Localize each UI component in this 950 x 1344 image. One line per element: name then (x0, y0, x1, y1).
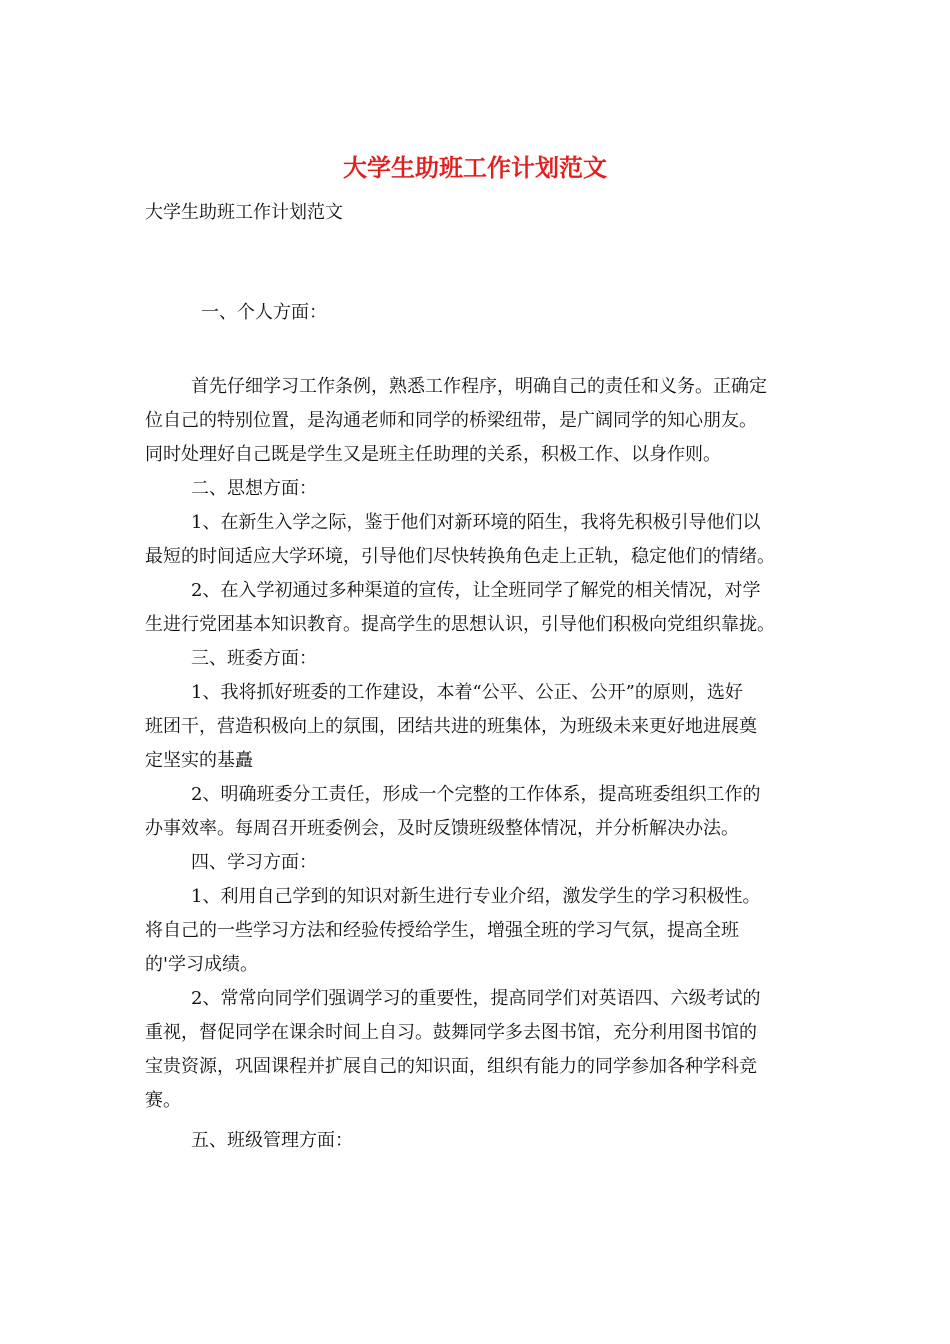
paragraph-line: 的'学习成绩。 (145, 954, 258, 975)
document-title: 大学生助班工作计划范文 (343, 153, 607, 182)
paragraph-line: 同时处理好自己既是学生又是班主任助理的关系，积极工作、以身作则。 (145, 444, 721, 465)
section-heading-committee: 三、班委方面： (191, 648, 317, 669)
paragraph-line: 将自己的一些学习方法和经验传授给学生，增强全班的学习气氛，提高全班 (145, 920, 739, 941)
section-heading-study: 四、学习方面： (191, 852, 317, 873)
paragraph-line: 重视，督促同学在课余时间上自习。鼓舞同学多去图书馆，充分利用图书馆的 (145, 1022, 757, 1043)
paragraph-line: 宝贵资源，巩固课程并扩展自己的知识面，组织有能力的同学参加各种学科竞 (145, 1056, 757, 1077)
paragraph-line: 赛。 (145, 1090, 181, 1111)
paragraph-line: 首先仔细学习工作条例，熟悉工作程序，明确自己的责任和义务。正确定 (191, 376, 767, 397)
paragraph-line: 位自己的特别位置，是沟通老师和同学的桥梁纽带，是广阔同学的知心朋友。 (145, 410, 757, 431)
paragraph-line: 班团干，营造积极向上的氛围，团结共进的班集体，为班级未来更好地进展奠 (145, 716, 757, 737)
paragraph-line: 办事效率。每周召开班委例会，及时反馈班级整体情况，并分析解决办法。 (145, 818, 739, 839)
section-heading-personal: 一、个人方面： (201, 302, 327, 323)
paragraph-line: 2、常常向同学们强调学习的重要性，提高同学们对英语四、六级考试的 (191, 988, 761, 1009)
paragraph-line: 定坚实的基矗 (145, 750, 253, 771)
paragraph-line: 2、明确班委分工责任，形成一个完整的工作体系，提高班委组织工作的 (191, 784, 761, 805)
section-heading-thought: 二、思想方面： (191, 478, 317, 499)
paragraph-line: 1、我将抓好班委的工作建设，本着“公平、公正、公开”的原则，选好 (191, 682, 743, 703)
paragraph-line: 最短的时间适应大学环境，引导他们尽快转换角色走上正轨，稳定他们的情绪。 (145, 546, 775, 567)
paragraph-line: 2、在入学初通过多种渠道的宣传，让全班同学了解党的相关情况，对学 (191, 580, 761, 601)
paragraph-line: 1、利用自己学到的知识对新生进行专业介绍，激发学生的学习积极性。 (191, 886, 761, 907)
section-heading-class-management: 五、班级管理方面： (191, 1130, 353, 1151)
paragraph-line: 1、在新生入学之际，鉴于他们对新环境的陌生，我将先积极引导他们以 (191, 512, 761, 533)
document-body (145, 296, 807, 1158)
document-subtitle: 大学生助班工作计划范文 (145, 202, 343, 223)
paragraph-line: 生进行党团基本知识教育。提高学生的思想认识，引导他们积极向党组织靠拢。 (145, 614, 775, 635)
